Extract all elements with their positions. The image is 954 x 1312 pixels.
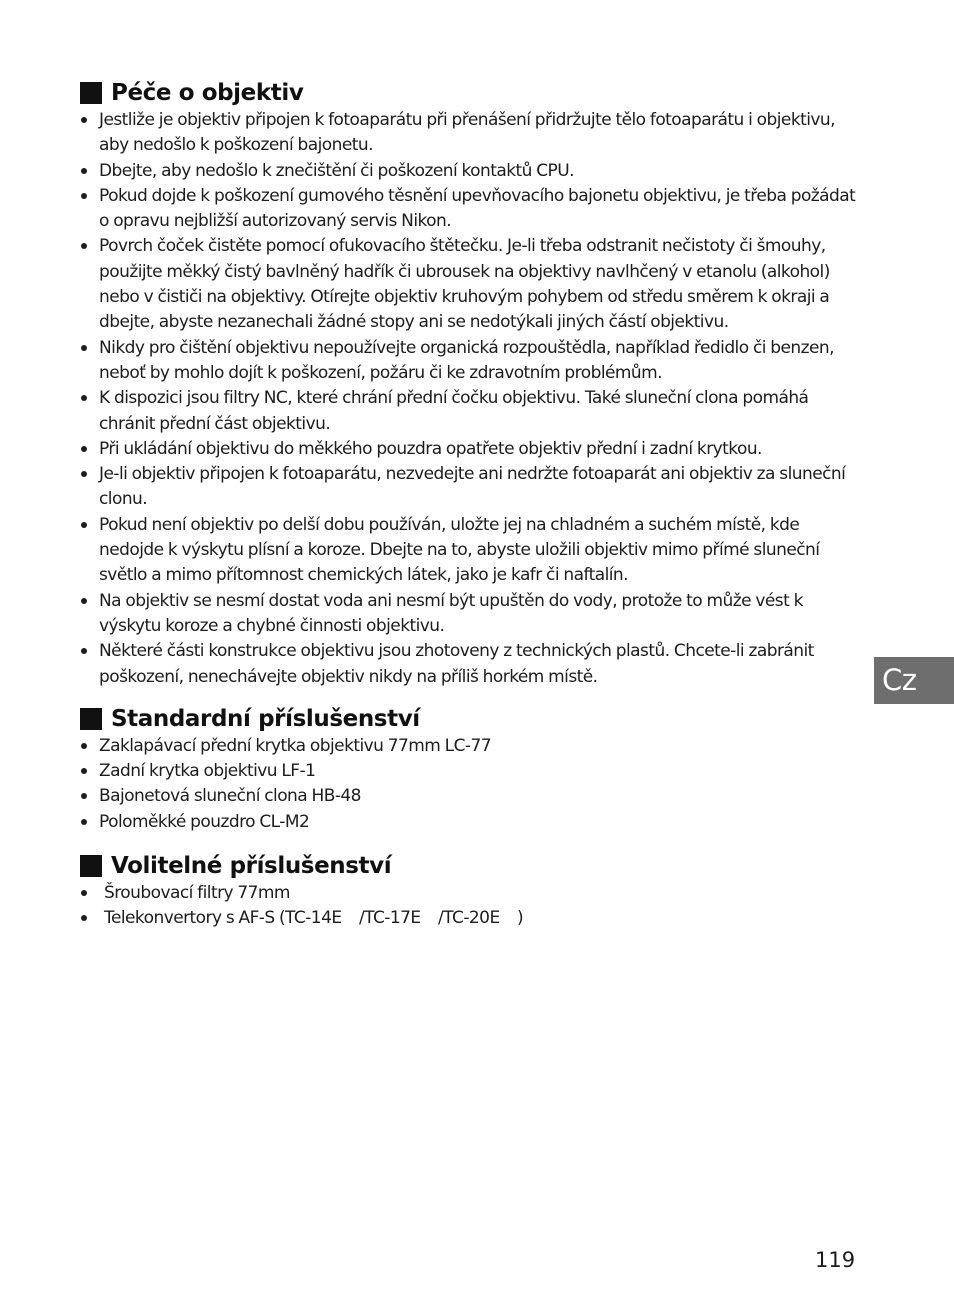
bullet-icon bbox=[81, 193, 87, 199]
page-number: 119 bbox=[815, 1248, 856, 1272]
bullet-icon bbox=[81, 395, 87, 401]
bullet-icon bbox=[81, 471, 87, 477]
bullet-icon bbox=[81, 243, 87, 249]
section-spacer bbox=[80, 690, 860, 704]
square-bullet-icon bbox=[80, 855, 102, 877]
square-bullet-icon bbox=[80, 82, 102, 104]
list-item: Pokud dojde k poškození gumového těsnění upevňovacího bajonetu objektivu, je třeba požádat o opravu nejbližší autorizovaný servis Nikon. bbox=[80, 184, 860, 235]
section-heading-standard-text: Standardní příslušenství bbox=[111, 705, 420, 732]
square-bullet-icon bbox=[80, 708, 102, 730]
list-item: Bajonetová sluneční clona HB-48 bbox=[80, 784, 860, 809]
page-content bbox=[80, 78, 860, 932]
bullet-icon bbox=[81, 648, 87, 654]
bullet-icon bbox=[81, 522, 87, 528]
list-item: Nikdy pro čištění objektivu nepoužívejte organická rozpouštědla, například ředidlo či benzen, neboť by mohlo dojít k poškození, požáru či ke zdravotním problémům. bbox=[80, 336, 860, 387]
section-heading-optional-text: Volitelné příslušenství bbox=[111, 853, 392, 880]
list-item: Poloměkké pouzdro CL-M2 bbox=[80, 810, 860, 835]
bullet-icon bbox=[81, 168, 87, 174]
list-item: Dbejte, aby nedošlo k znečištění či poškození kontaktů CPU. bbox=[80, 159, 860, 184]
bullet-icon bbox=[81, 117, 87, 123]
section-spacer bbox=[80, 835, 860, 851]
bullet-icon bbox=[81, 345, 87, 351]
section-heading-standard bbox=[80, 704, 860, 734]
list-item: Pokud není objektiv po delší dobu používán, uložte jej na chladném a suchém místě, kde nedojde k výskytu plísní a koroze. Dbejte na to, abyste uložili objektiv mimo přímé sluneční světlo a mimo přítomnost chemických látek, jako je kafr či naftalín. bbox=[80, 513, 860, 589]
list-item: Při ukládání objektivu do měkkého pouzdra opatřete objektiv přední i zadní krytkou. bbox=[80, 437, 860, 462]
bullet-icon bbox=[81, 819, 87, 825]
bullet-icon bbox=[81, 768, 87, 774]
list-item: Jestliže je objektiv připojen k fotoaparátu při přenášení přidržujte tělo fotoaparátu i objektivu, aby nedošlo k poškození bajonetu. bbox=[80, 108, 860, 159]
list-item: Zaklapávací přední krytka objektivu 77mm LC-77 bbox=[80, 734, 860, 759]
language-tab bbox=[874, 657, 954, 704]
optional-accessories-list bbox=[80, 881, 860, 932]
list-item: Zadní krytka objektivu LF-1 bbox=[80, 759, 860, 784]
section-heading-care-text: Péče o objektiv bbox=[111, 80, 304, 106]
bullet-icon bbox=[81, 793, 87, 799]
list-item: Povrch čoček čistěte pomocí ofukovacího štětečku. Je-li třeba odstranit nečistoty či šmouhy, použijte měkký čistý bavlněný hadřík či ubrousek na objektivy navlhčený v etanolu (alkohol) nebo v čističi na objektivy. Otírejte objektiv kruhovým pohybem od středu směrem k okraji a dbejte, abyste nezanechali žádné stopy ani se nedotýkali jiných částí objektivu. bbox=[80, 234, 860, 335]
bullet-icon bbox=[81, 743, 87, 749]
section-heading-care bbox=[80, 78, 860, 108]
list-item: Telekonvertory s AF-S (TC-14E /TC-17E /TC-20E ) bbox=[80, 906, 860, 931]
list-item: Je-li objektiv připojen k fotoaparátu, nezvedejte ani nedržte fotoaparát ani objektiv za sluneční clonu. bbox=[80, 462, 860, 513]
list-item: Některé části konstrukce objektivu jsou zhotoveny z technických plastů. Chcete-li zabránit poškození, nenechávejte objektiv nikdy na příliš horkém místě. bbox=[80, 639, 860, 690]
bullet-icon bbox=[81, 446, 87, 452]
care-list bbox=[80, 108, 860, 690]
list-item: K dispozici jsou filtry NC, které chrání přední čočku objektivu. Také sluneční clona pomáhá chránit přední část objektivu. bbox=[80, 386, 860, 437]
list-item: Na objektiv se nesmí dostat voda ani nesmí být upuštěn do vody, protože to může vést k výskytu koroze a chybné činnosti objektivu. bbox=[80, 589, 860, 640]
language-tab-label: Cz bbox=[882, 663, 917, 697]
bullet-icon bbox=[81, 915, 87, 921]
list-item: Šroubovací filtry 77mm bbox=[80, 881, 860, 906]
standard-accessories-list bbox=[80, 734, 860, 835]
section-heading-optional bbox=[80, 851, 860, 881]
bullet-icon bbox=[81, 598, 87, 604]
bullet-icon bbox=[81, 890, 87, 896]
